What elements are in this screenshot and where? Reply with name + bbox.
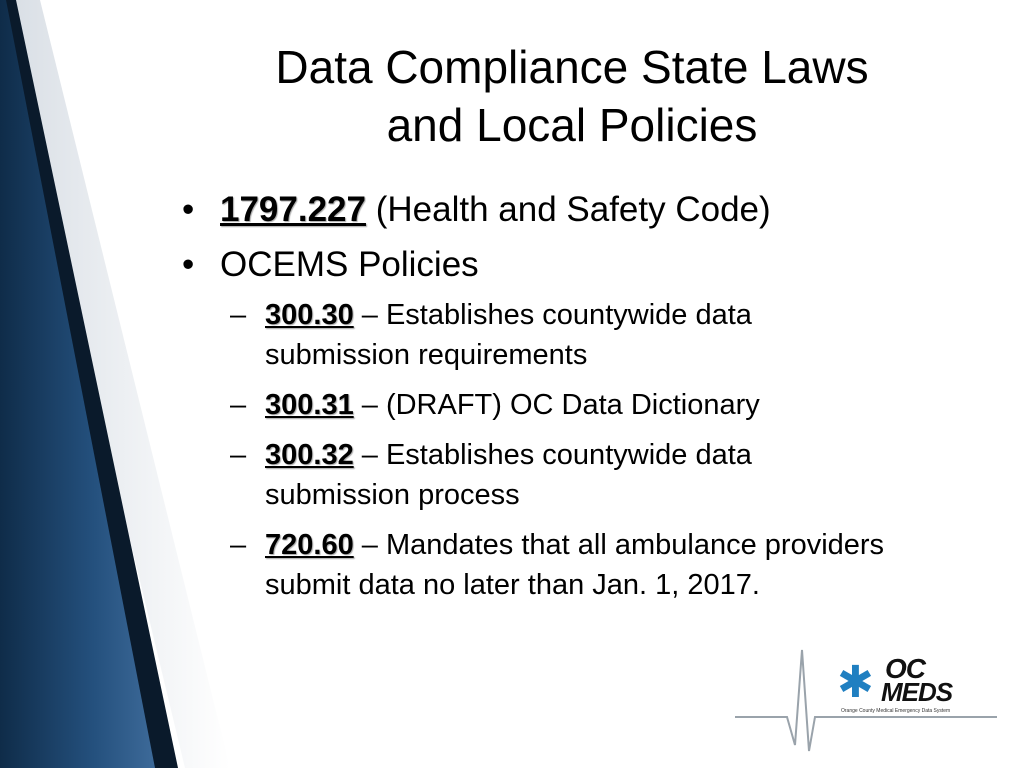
title-line-2: and Local Policies (386, 99, 758, 151)
code-link-1797-227[interactable]: 1797.227 (220, 190, 366, 229)
bullet-marker: • (182, 245, 195, 284)
bullet-item (180, 185, 900, 235)
star-of-life-icon: ✱ (837, 658, 874, 707)
subbullet-item (180, 435, 900, 515)
subbullet-text: – (DRAFT) OC Data Dictionary (353, 389, 760, 421)
logo-text-meds: MEDS (881, 677, 953, 707)
bullet-marker: • (182, 190, 195, 229)
dash-marker: – (230, 299, 247, 331)
bullet-text: (Health and Safety Code) (365, 190, 771, 229)
subbullet-item (180, 525, 900, 605)
bullet-item (180, 240, 900, 290)
title-line-1: Data Compliance State Laws (275, 41, 869, 93)
subbullet-item (180, 295, 900, 375)
subbullet-text: – Mandates that all ambulance providers submit data no later than Jan. 1, 2017. (265, 529, 885, 601)
code-link-300-30[interactable]: 300.30 (265, 299, 354, 331)
dash-marker: – (230, 389, 247, 421)
subbullet-text: – Establishes countywide data submission requirements (265, 299, 752, 371)
oc-meds-logo (735, 645, 1000, 755)
dash-marker: – (230, 439, 247, 471)
code-link-300-32[interactable]: 300.32 (265, 439, 354, 471)
bullet-list (180, 185, 900, 615)
subbullet-item (180, 385, 900, 425)
dash-marker: – (230, 529, 247, 561)
code-link-300-31[interactable]: 300.31 (265, 389, 354, 421)
subbullet-text: – Establishes countywide data submission process (265, 439, 752, 511)
bullet-text: OCEMS Policies (220, 245, 479, 284)
logo-text-oc: OC (885, 653, 925, 684)
logo-caption: Orange County Medical Emergency Data System (841, 708, 951, 714)
code-link-720-60[interactable]: 720.60 (265, 529, 354, 561)
slide-title (200, 38, 944, 154)
